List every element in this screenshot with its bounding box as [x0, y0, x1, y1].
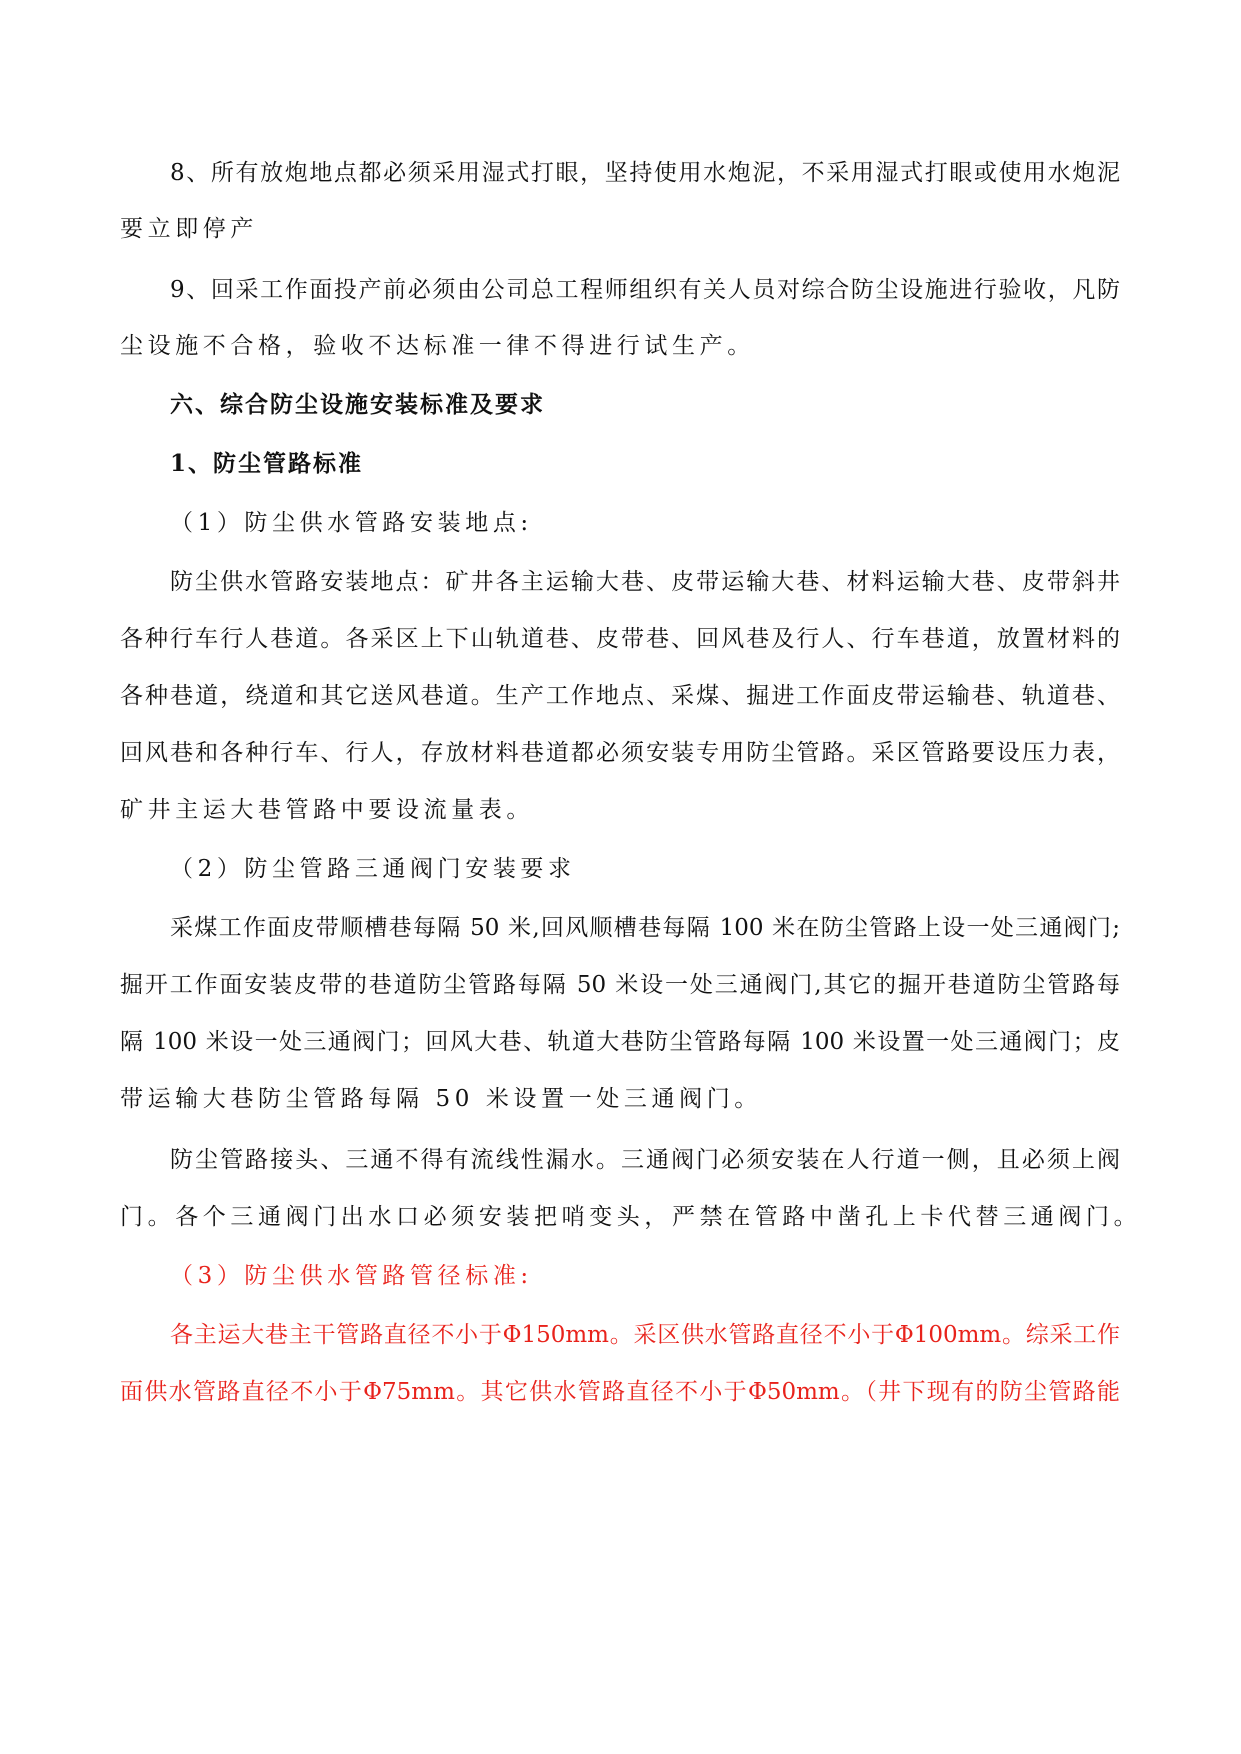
item-1-heading: （1）防尘供水管路安装地点: — [170, 510, 533, 536]
valve-paragraph-line-1: 采煤工作面皮带顺槽巷每隔 50 米,回风顺槽巷每隔 100 米在防尘管路上设一处三通阀门; — [170, 915, 1120, 941]
paragraph-9-line-1: 9、回采工作面投产前必须由公司总工程师组织有关人员对综合防尘设施进行验收，凡防 — [170, 277, 1120, 303]
diameter-paragraph-line-2: 面供水管路直径不小于Φ75mm。其它供水管路直径不小于Φ50mm。（井下现有的防尘管路能 — [120, 1379, 1120, 1405]
valve-paragraph-line-4: 带运输大巷防尘管路每隔 50 米设置一处三通阀门。 — [120, 1086, 762, 1112]
location-paragraph-line-5: 矿井主运大巷管路中要设流量表。 — [120, 797, 534, 823]
paragraph-9-line-2: 尘设施不合格，验收不达标准一律不得进行试生产。 — [120, 333, 755, 359]
item-3-heading: （3）防尘供水管路管径标准: — [170, 1263, 533, 1289]
valve-paragraph-line-2: 掘开工作面安装皮带的巷道防尘管路每隔 50 米设一处三通阀门,其它的掘开巷道防尘管路每 — [120, 972, 1120, 998]
location-paragraph-line-2: 各种行车行人巷道。各采区上下山轨道巷、皮带巷、回风巷及行人、行车巷道，放置材料的 — [120, 626, 1120, 652]
location-paragraph-line-4: 回风巷和各种行车、行人，存放材料巷道都必须安装专用防尘管路。采区管路要设压力表， — [120, 740, 1120, 766]
item-2-heading: （2）防尘管路三通阀门安装要求 — [170, 856, 576, 882]
diameter-paragraph-line-1: 各主运大巷主干管路直径不小于Φ150mm。采区供水管路直径不小于Φ100mm。综采工作 — [170, 1322, 1120, 1348]
valve-paragraph-line-3: 隔 100 米设一处三通阀门；回风大巷、轨道大巷防尘管路每隔 100 米设置一处三通阀门；皮 — [120, 1029, 1120, 1055]
location-paragraph-line-3: 各种巷道，绕道和其它送风巷道。生产工作地点、采煤、掘进工作面皮带运输巷、轨道巷、 — [120, 683, 1120, 709]
joint-paragraph-line-2: 门。各个三通阀门出水口必须安装把哨变头，严禁在管路中凿孔上卡代替三通阀门。 — [120, 1204, 1142, 1230]
location-paragraph-line-1: 防尘供水管路安装地点：矿井各主运输大巷、皮带运输大巷、材料运输大巷、皮带斜井 — [170, 569, 1120, 595]
paragraph-8-line-1: 8、所有放炮地点都必须采用湿式打眼，坚持使用水炮泥，不采用湿式打眼或使用水炮泥 — [170, 160, 1120, 186]
subsection-heading: 1、防尘管路标准 — [170, 450, 364, 477]
joint-paragraph-line-1: 防尘管路接头、三通不得有流线性漏水。三通阀门必须安装在人行道一侧，且必须上阀 — [170, 1147, 1120, 1173]
paragraph-8-line-2: 要立即停产 — [120, 216, 258, 242]
section-heading: 六、综合防尘设施安装标准及要求 — [170, 391, 545, 418]
